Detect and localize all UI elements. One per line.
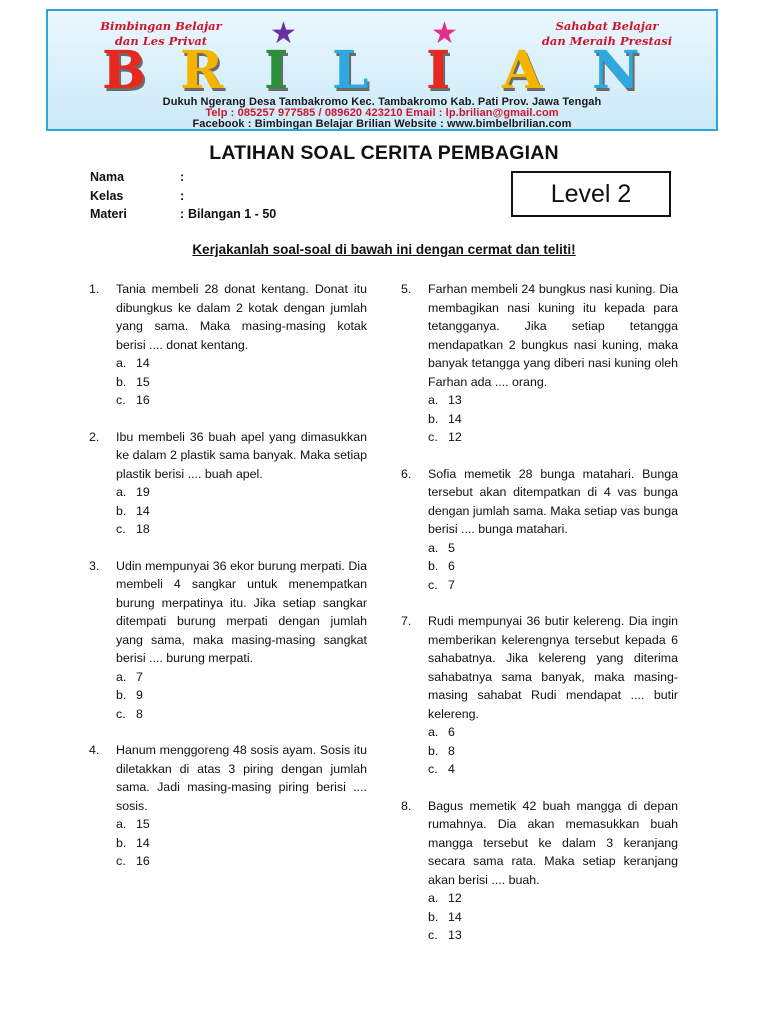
- question-number: 7.: [401, 614, 412, 628]
- answer-option: [116, 391, 367, 410]
- option-value: 6: [448, 559, 455, 573]
- question-number: 5.: [401, 282, 412, 296]
- answer-option: [116, 815, 367, 834]
- field-colon: :: [180, 170, 185, 184]
- question-text: Hanum menggoreng 48 sosis ayam. Sosis itu diletakkan di atas 3 piring dengan jumlah sama. Jadi masing-masing piring berisi .... sosis.: [116, 743, 367, 813]
- logo-letter-n: N: [592, 40, 640, 101]
- answer-option: [116, 483, 367, 502]
- field-colon: :: [180, 188, 185, 203]
- option-letter: c.: [428, 762, 438, 776]
- question-item: [89, 428, 367, 539]
- answer-option: [428, 557, 678, 576]
- option-letter: b.: [428, 909, 439, 924]
- question-number: 6.: [401, 466, 412, 481]
- option-letter: a.: [116, 669, 127, 684]
- option-value: 16: [136, 393, 150, 407]
- question-number: 8.: [401, 798, 412, 813]
- option-value: 16: [136, 854, 150, 868]
- answer-option: [116, 354, 367, 373]
- field-label: Kelas: [90, 188, 124, 203]
- option-letter: b.: [116, 503, 127, 518]
- option-value: 15: [136, 374, 150, 389]
- field-nama: [90, 168, 276, 187]
- option-value: 4: [448, 762, 455, 776]
- option-value: 6: [448, 725, 455, 739]
- star-purple-icon: ★: [270, 17, 297, 50]
- answer-option: [428, 576, 678, 595]
- option-value: 13: [448, 393, 462, 407]
- option-value: 13: [448, 928, 462, 942]
- option-value: 12: [448, 430, 462, 444]
- question-text: Farhan membeli 24 bungkus nasi kuning. Dia membagikan nasi kuning itu kepada para tetangganya. Jika setiap tetangga mendapatkan 2 bungkus nasi kuning, maka banyak tetangga yang diberi nasi kuning oleh Farhan ada .... orang.: [428, 282, 678, 389]
- option-letter: c.: [116, 706, 126, 721]
- answer-option: [428, 760, 678, 779]
- option-letter: a.: [428, 393, 439, 407]
- student-info-fields: [90, 168, 276, 224]
- option-letter: a.: [116, 485, 127, 499]
- field-label: Nama: [90, 170, 125, 184]
- logo-letter-b: B: [102, 40, 146, 101]
- option-value: 8: [136, 706, 143, 721]
- option-letter: a.: [116, 817, 127, 831]
- option-value: 12: [448, 891, 462, 905]
- header-banner: [46, 9, 718, 131]
- page-title: LATIHAN SOAL CERITA PEMBAGIAN: [209, 142, 559, 164]
- answer-option: [116, 668, 367, 687]
- option-value: 14: [448, 411, 462, 426]
- field-label: Materi: [90, 207, 127, 221]
- tagline-left-line-1: Bimbingan Belajar: [100, 19, 222, 33]
- banner-address: Dukuh Ngerang Desa Tambakromo Kec. Tambakromo Kab. Pati Prov. Jawa Tengah: [162, 96, 602, 108]
- question-text: Ibu membeli 36 buah apel yang dimasukkan ke dalam 2 plastik sama banyak. Maka setiap plastik berisi .... buah apel.: [116, 429, 367, 481]
- instruction: Kerjakanlah soal-soal di bawah ini dengan cermat dan teliti!: [192, 242, 576, 257]
- option-letter: c.: [428, 430, 438, 444]
- logo-letter-i: I: [264, 40, 289, 101]
- option-value: 7: [136, 669, 143, 684]
- answer-option: [428, 926, 678, 945]
- questions-right-column: [401, 280, 678, 945]
- option-value: 8: [448, 743, 455, 758]
- question-text: Rudi mempunyai 36 butir kelereng. Dia ingin memberikan kelerengnya tersebut kepada 6 sahabatnya. Jika kelereng yang diterima sahabatnya sama banyak, maka masing-masing sahabat Rudi mendapat .... butir kelereng.: [428, 614, 678, 721]
- question-item: [401, 465, 678, 595]
- option-letter: a.: [428, 540, 439, 555]
- option-value: 5: [448, 540, 455, 555]
- option-letter: c.: [116, 393, 126, 407]
- answer-option: [116, 373, 367, 392]
- field-value: Bilangan 1 - 50: [188, 207, 277, 221]
- answer-option: [428, 410, 678, 429]
- option-letter: a.: [428, 725, 439, 739]
- star-pink-icon: ★: [431, 17, 458, 50]
- option-value: 7: [448, 577, 455, 592]
- question-text: Udin mempunyai 36 ekor burung merpati. Dia membeli 4 sangkar untuk menempatkan burung merpatinya itu. Jika setiap sangkar ditempati burung merpati dengan jumlah yang sama, maka masing-masing sangkat berisi .... burung merpati.: [116, 558, 367, 665]
- level-box: Level 2: [511, 171, 671, 217]
- answer-option: [428, 391, 678, 410]
- logo-letter-a: A: [502, 40, 543, 101]
- option-value: 19: [136, 485, 150, 499]
- question-number: 1.: [89, 282, 100, 296]
- field-kelas: [90, 187, 276, 206]
- tagline-right-line-1: Sahabat Belajar: [555, 19, 659, 33]
- option-letter: b.: [116, 688, 127, 702]
- answer-option: [428, 908, 678, 927]
- option-value: 14: [136, 503, 150, 518]
- logo-letter-l: L: [332, 40, 369, 101]
- option-value: 14: [448, 909, 462, 924]
- option-letter: a.: [116, 356, 127, 370]
- logo-letter-i-2: I: [426, 40, 451, 101]
- option-value: 18: [136, 522, 150, 536]
- question-item: [89, 557, 367, 724]
- answer-option: [116, 705, 367, 724]
- answer-option: [116, 502, 367, 521]
- tagline-left-line-2: dan Les Privat: [114, 34, 208, 48]
- question-item: [401, 797, 678, 945]
- logo-letter-r: R: [180, 40, 224, 101]
- option-letter: b.: [116, 835, 127, 850]
- option-value: 14: [136, 835, 150, 850]
- banner-social: Facebook : Bimbingan Belajar Brilian Website : www.bimbelbrilian.com: [192, 118, 572, 130]
- question-number: 4.: [89, 743, 100, 757]
- answer-option: [116, 852, 367, 871]
- answer-option: [428, 742, 678, 761]
- option-letter: b.: [428, 411, 439, 426]
- banner-contact: Telp : 085257 977585 / 089620 423210 Email : lp.brilian@gmail.com: [205, 107, 559, 119]
- answer-option: [116, 520, 367, 539]
- option-letter: c.: [116, 854, 126, 868]
- tagline-right-line-2: dan Meraih Prestasi: [541, 34, 673, 48]
- question-text: Sofia memetik 28 bunga matahari. Bunga tersebut akan ditempatkan di 4 vas bunga dengan jumlah sama. Maka setiap vas bunga berisi .... bunga matahari.: [428, 466, 678, 536]
- field-materi: [90, 205, 276, 224]
- option-value: 14: [136, 356, 150, 370]
- option-letter: b.: [428, 559, 439, 573]
- answer-option: [116, 686, 367, 705]
- question-item: [401, 612, 678, 779]
- option-letter: c.: [428, 577, 438, 592]
- option-letter: b.: [428, 743, 439, 758]
- answer-option: [428, 428, 678, 447]
- option-value: 9: [136, 688, 143, 702]
- option-letter: c.: [116, 522, 126, 536]
- answer-option: [428, 889, 678, 908]
- question-number: 2.: [89, 429, 100, 444]
- option-value: 15: [136, 817, 150, 831]
- answer-option: [428, 723, 678, 742]
- question-item: [89, 280, 367, 410]
- field-colon: :: [180, 207, 185, 221]
- answer-option: [428, 539, 678, 558]
- question-number: 3.: [89, 558, 100, 573]
- option-letter: b.: [116, 374, 127, 389]
- questions-left-column: [89, 280, 367, 871]
- answer-option: [116, 834, 367, 853]
- question-text: Bagus memetik 42 buah mangga di depan rumahnya. Dia akan memasukkan buah mangga tersebut ke dalam 3 keranjang secara sama rata. Maka setiap keranjang akan berisi .... buah.: [428, 798, 678, 887]
- question-item: [89, 741, 367, 871]
- question-text: Tania membeli 28 donat kentang. Donat itu dibungkus ke dalam 2 kotak dengan jumlah yang sama. Maka masing-masing kotak berisi .... donat kentang.: [116, 282, 367, 352]
- option-letter: a.: [428, 891, 439, 905]
- question-item: [401, 280, 678, 447]
- option-letter: c.: [428, 928, 438, 942]
